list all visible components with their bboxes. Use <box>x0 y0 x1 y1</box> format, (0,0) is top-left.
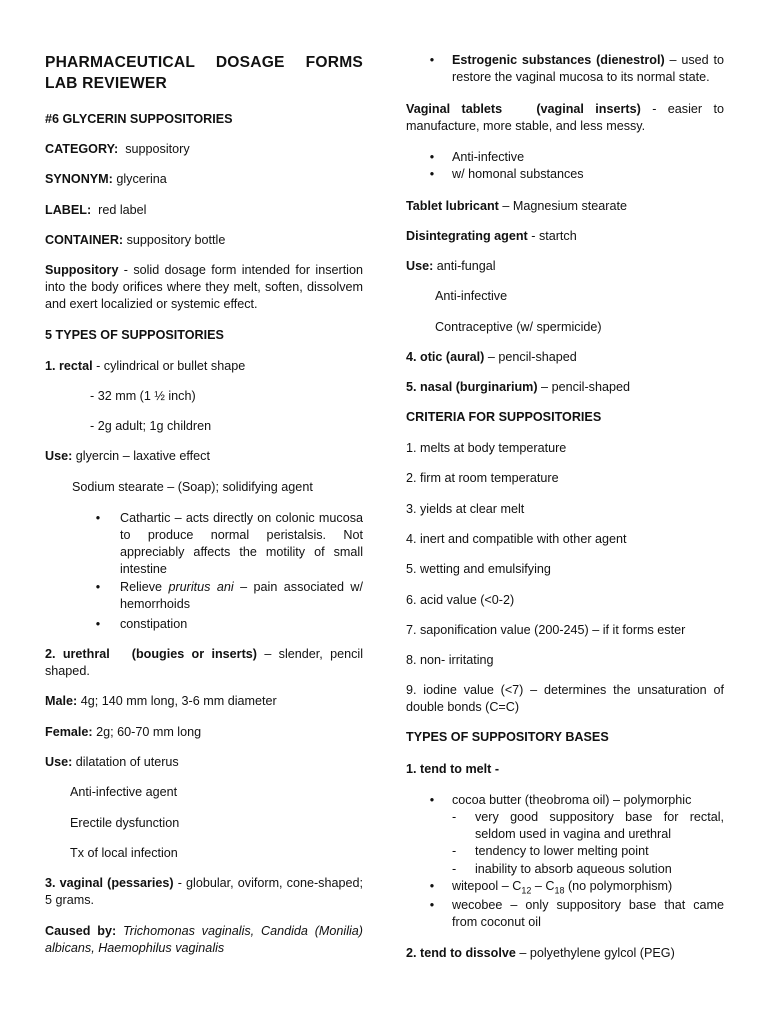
use-value: anti-fungal <box>433 259 496 273</box>
criteria-item: 8. non- irritating <box>406 653 494 667</box>
criteria-item: 1. melts at body temperature <box>406 441 567 455</box>
caused-by-line <box>45 923 363 957</box>
use-label-2: Use: <box>45 755 73 769</box>
list-item <box>92 616 363 633</box>
witepool-part: witepool – C <box>452 879 522 893</box>
female-label: Female: <box>45 725 93 739</box>
dissolve-value: – polyethylene gylcol (PEG) <box>515 946 675 960</box>
dash-icon: - <box>452 862 457 876</box>
container-label: CONTAINER: <box>45 233 124 247</box>
label-line <box>45 202 363 219</box>
bullet-text: wecobee – only suppository base that came from coconut oil <box>452 898 724 929</box>
disintegrating-label: Disintegrating agent <box>406 229 528 243</box>
male-label: Male: <box>45 694 78 708</box>
female-line <box>45 724 363 741</box>
witepool-part: – C <box>531 879 555 893</box>
criteria-item: 6. acid value (<0-2) <box>406 593 515 607</box>
dash-text: very good suppository base for rectal, seldom used in vagina and urethral <box>475 810 724 841</box>
bullet-icon: • <box>429 167 435 181</box>
bullet-text <box>120 579 363 613</box>
use-item: Erectile dysfunction <box>70 816 180 830</box>
criteria-item: 3. yields at clear melt <box>406 502 525 516</box>
list-item <box>92 579 363 613</box>
bullet-text: cocoa butter (theobroma oil) – polymorphic <box>452 793 692 807</box>
list-item <box>452 843 724 860</box>
container-value: suppository bottle <box>126 233 226 247</box>
tablet-lubricant-label: Tablet lubricant <box>406 199 499 213</box>
list-item <box>452 809 724 843</box>
list-item <box>426 52 724 86</box>
criteria-item: 4. inert and compatible with other agent <box>406 532 627 546</box>
use-line-2 <box>45 754 363 771</box>
use-item: Contraceptive (w/ spermicide) <box>435 320 602 334</box>
criteria-item: 7. saponification value (200-245) – if it forms ester <box>406 623 686 637</box>
bullet-icon: • <box>95 580 101 594</box>
dash-text: inability to absorb aqueous solution <box>475 862 672 876</box>
dash-text: tendency to lower melting point <box>475 844 649 858</box>
list-item <box>452 861 724 878</box>
nasal-desc: – pencil-shaped <box>537 380 630 394</box>
disintegrating-value: - startch <box>527 229 577 243</box>
vaginal-paren: (pessaries) <box>107 876 174 890</box>
section-heading: #6 GLYCERIN SUPPOSITORIES <box>45 112 233 126</box>
use-line <box>406 258 724 275</box>
label-label: LABEL: <box>45 203 92 217</box>
category-label: CATEGORY: <box>45 142 119 156</box>
vaginal-tablets-term: Vaginal tablets <box>406 102 503 116</box>
otic-desc: – pencil-shaped <box>484 350 577 364</box>
tend-to-dissolve-line <box>406 945 724 962</box>
bullet-icon: • <box>95 511 101 525</box>
bullet-text <box>452 52 724 86</box>
vaginal-line <box>45 875 363 909</box>
use-value-1: glyercin – laxative effect <box>72 449 210 463</box>
list-item <box>426 166 724 183</box>
bullet-icon: • <box>429 150 435 164</box>
witepool-sub: 12 <box>521 885 532 896</box>
otic-num: 4. otic (aural) <box>406 350 485 364</box>
rectal-line <box>45 358 363 375</box>
dash-icon: - <box>452 844 457 858</box>
suppository-def: - solid dosage form intended for insertion into the body orifices where they melt, soften, dissolvem and exert localizied or systemic effect. <box>45 263 363 311</box>
types-heading: 5 TYPES OF SUPPOSITORIES <box>45 328 224 342</box>
sodium-stearate: Sodium stearate – (Soap); solidifying agent <box>72 480 313 494</box>
male-line <box>45 693 363 710</box>
bullet-text-part: Relieve <box>120 580 169 594</box>
rectal-size: - 32 mm (1 ½ inch) <box>90 389 196 403</box>
category-line <box>45 141 363 158</box>
urethral-desc: – slender, pencil shaped. <box>45 647 364 678</box>
criteria-item: 9. iodine value (<7) – determines the unsaturation of double bonds (C=C) <box>406 683 724 714</box>
synonym-line <box>45 171 363 188</box>
rectal-num: 1. rectal <box>45 359 93 373</box>
vaginal-tablets-paren: (vaginal inserts) <box>536 102 641 116</box>
dissolve-label: 2. tend to dissolve <box>406 946 516 960</box>
caused-value: Trichomonas vaginalis, Candida (Monilia) albicans, Haemophilus vaginalis <box>45 924 363 955</box>
rectal-desc: - cylindrical or bullet shape <box>92 359 246 373</box>
criteria-item: 2. firm at room temperature <box>406 471 559 485</box>
urethral-paren: (bougies or inserts) <box>131 647 257 661</box>
witepool-part: (no polymorphism) <box>564 879 673 893</box>
disintegrating-line <box>406 228 724 245</box>
vaginal-tablets-desc: - easier to manufacture, more stable, and less messy. <box>406 102 724 133</box>
bullet-text: Anti-infective <box>452 150 525 164</box>
use-item: Anti-infective agent <box>70 785 178 799</box>
category-value: suppository <box>125 142 190 156</box>
list-item <box>426 792 724 809</box>
criteria-heading: CRITERIA FOR SUPPOSITORIES <box>406 410 602 424</box>
use-value-2: dilatation of uterus <box>72 755 179 769</box>
bullet-icon: • <box>429 53 435 67</box>
bullet-text: w/ homonal substances <box>452 167 584 181</box>
bullet-icon: • <box>95 617 101 631</box>
tend-to-melt: 1. tend to melt - <box>406 762 500 776</box>
criteria-item: 5. wetting and emulsifying <box>406 562 551 576</box>
bullet-icon: • <box>429 879 435 893</box>
vaginal-tablets-line <box>406 101 724 135</box>
caused-label: Caused by: <box>45 924 117 938</box>
synonym-value: glycerina <box>116 172 167 186</box>
urethral-num: 2. urethral <box>45 647 110 661</box>
use-item: Tx of local infection <box>70 846 178 860</box>
dash-icon: - <box>452 810 457 824</box>
list-item <box>92 510 363 578</box>
list-item <box>426 149 724 166</box>
nasal-num: 5. nasal (burginarium) <box>406 380 538 394</box>
use-label: Use: <box>406 259 434 273</box>
list-item <box>426 897 724 931</box>
list-item <box>426 878 724 895</box>
suppository-definition <box>45 262 363 313</box>
vaginal-desc: - globular, oviform, cone-shaped; 5 grams. <box>45 876 363 907</box>
bullet-icon: • <box>429 793 435 807</box>
label-value: red label <box>98 203 147 217</box>
synonym-label: SYNONYM: <box>45 172 113 186</box>
use-label-1: Use: <box>45 449 73 463</box>
rectal-dose: - 2g adult; 1g children <box>90 419 212 433</box>
bullet-text-bold: Estrogenic substances <box>452 53 597 67</box>
bullet-text-part: – used to restore the vaginal mucosa to its normal state. <box>452 53 724 84</box>
tablet-lubricant-value: – Magnesium stearate <box>498 199 627 213</box>
witepool-sub: 18 <box>554 885 565 896</box>
tablet-lubricant-line <box>406 198 724 215</box>
otic-line <box>406 349 724 366</box>
bullet-icon: • <box>429 898 435 912</box>
female-value: 2g; 60-70 mm long <box>92 725 202 739</box>
vaginal-num: 3. vaginal <box>45 876 104 890</box>
suppository-term: Suppository <box>45 263 119 277</box>
document-title: PHARMACEUTICAL DOSAGE FORMS LAB REVIEWER <box>45 54 363 92</box>
bullet-text: constipation <box>120 617 188 631</box>
bullet-text-bold: (dienestrol) <box>596 53 665 67</box>
bases-heading: TYPES OF SUPPOSITORY BASES <box>406 730 609 744</box>
use-line-1 <box>45 448 363 465</box>
container-line <box>45 232 363 249</box>
male-value: 4g; 140 mm long, 3-6 mm diameter <box>77 694 277 708</box>
urethral-line <box>45 646 363 680</box>
bullet-text: Cathartic – acts directly on colonic mucosa to produce normal peristalsis. Not appreciably affects the motility of small intestine <box>120 511 363 576</box>
bullet-text-italic: pruritus ani <box>168 580 234 594</box>
bullet-text <box>452 878 724 895</box>
use-item: Anti-infective <box>435 289 508 303</box>
nasal-line <box>406 379 724 396</box>
bullet-text-part: – pain associated w/ hemorrhoids <box>120 580 363 611</box>
